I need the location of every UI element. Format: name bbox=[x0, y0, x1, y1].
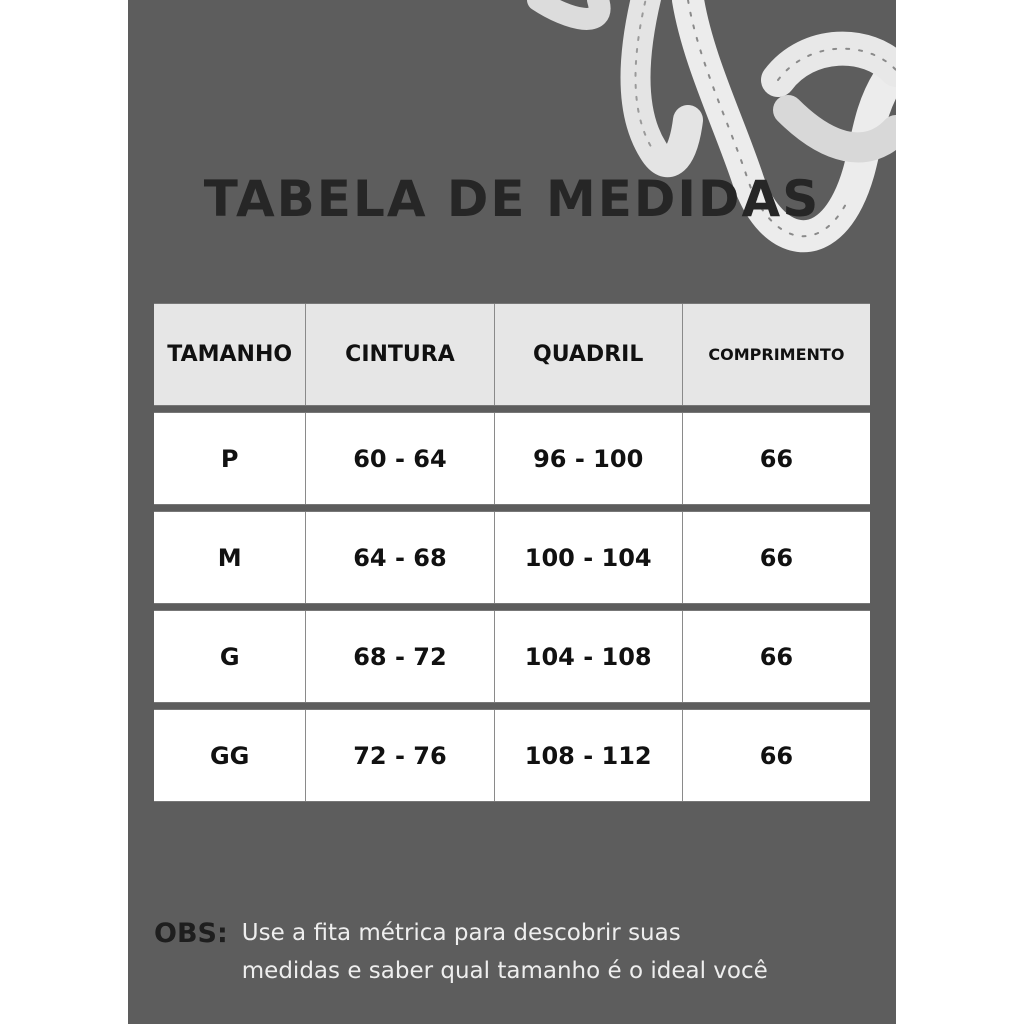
length-cell: 66 bbox=[759, 642, 794, 671]
size-chart-card bbox=[128, 0, 896, 1024]
size-cell: M bbox=[154, 512, 306, 603]
header-cintura: CINTURA bbox=[306, 304, 494, 405]
waist-cell: 72 - 76 bbox=[306, 710, 494, 801]
size-cell: P bbox=[154, 413, 306, 504]
table-row bbox=[154, 610, 870, 703]
waist-cell: 68 - 72 bbox=[306, 611, 494, 702]
length-cell: 66 bbox=[759, 444, 794, 473]
hip-cell: 96 - 100 bbox=[495, 413, 683, 504]
obs-line-1: Use a fita métrica para descobrir suas bbox=[241, 920, 681, 946]
size-cell: G bbox=[154, 611, 306, 702]
length-cell: 66 bbox=[759, 543, 794, 572]
waist-cell: 64 - 68 bbox=[306, 512, 494, 603]
size-table bbox=[154, 303, 870, 802]
hip-cell: 100 - 104 bbox=[495, 512, 683, 603]
size-cell: GG bbox=[154, 710, 306, 801]
obs-label: OBS: bbox=[154, 918, 228, 949]
observation-note bbox=[154, 914, 874, 990]
table-row bbox=[154, 412, 870, 505]
measuring-tape-image bbox=[128, 0, 896, 300]
header-tamanho: TAMANHO bbox=[154, 304, 306, 405]
table-row bbox=[154, 709, 870, 802]
table-row bbox=[154, 511, 870, 604]
page-title: TABELA DE MEDIDAS bbox=[203, 170, 821, 228]
hip-cell: 104 - 108 bbox=[495, 611, 683, 702]
obs-text bbox=[242, 914, 768, 990]
waist-cell: 60 - 64 bbox=[306, 413, 494, 504]
hip-cell: 108 - 112 bbox=[495, 710, 683, 801]
obs-line-2: medidas e saber qual tamanho é o ideal você bbox=[241, 958, 768, 984]
header-comprimento: COMPRIMENTO bbox=[708, 345, 845, 364]
length-cell: 66 bbox=[759, 741, 794, 770]
table-header-row bbox=[154, 303, 870, 406]
header-quadril: QUADRIL bbox=[495, 304, 683, 405]
